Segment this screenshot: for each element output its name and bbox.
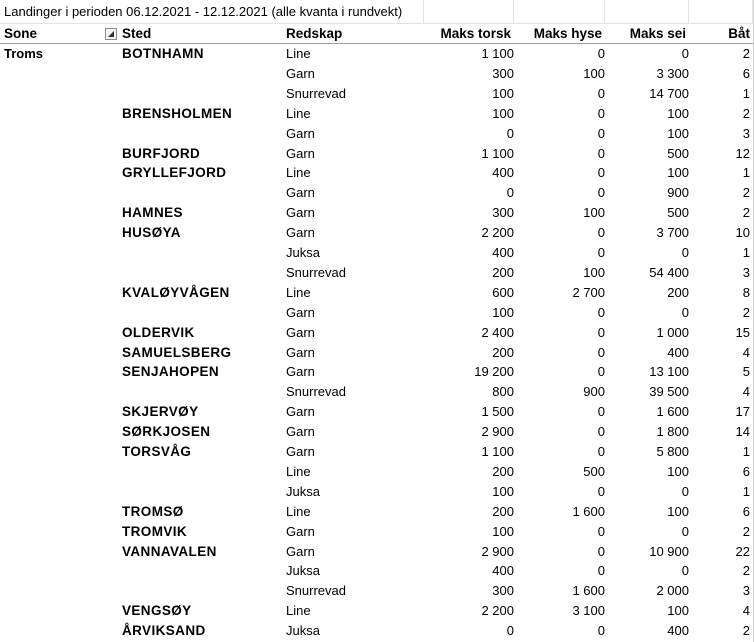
cell-bat[interactable]: 12 [735, 145, 750, 161]
table-row [0, 362, 754, 382]
cell-maks-torsk[interactable]: 100 [492, 304, 514, 320]
cell-maks-sei[interactable]: 3 700 [656, 225, 689, 241]
cell-maks-torsk[interactable]: 200 [492, 264, 514, 280]
cell-maks-hyse[interactable]: 100 [583, 65, 605, 81]
cell-bat[interactable]: 2 [742, 185, 750, 201]
cell-bat[interactable]: 1 [742, 245, 750, 260]
cell-maks-torsk[interactable]: 400 [492, 245, 514, 260]
table-row [0, 522, 754, 542]
cell-maks-sei[interactable]: 3 300 [656, 65, 689, 81]
table-row [0, 124, 754, 144]
table-row [0, 542, 754, 562]
cell-maks-hyse[interactable]: 0 [597, 364, 605, 380]
cell-bat[interactable]: 6 [742, 65, 750, 81]
cell-redskap[interactable]: Garn [286, 304, 315, 320]
filter-icon[interactable]: ◢ [105, 28, 117, 40]
table-row [0, 422, 754, 442]
cell-sted[interactable]: HUSØYA [122, 225, 181, 241]
table-row [0, 621, 754, 641]
cell-maks-torsk[interactable]: 300 [492, 583, 514, 599]
cell-sted[interactable]: TROMVIK [122, 523, 188, 539]
cell-redskap[interactable]: Garn [286, 185, 315, 201]
table-row [0, 44, 754, 64]
cell-maks-torsk[interactable]: 300 [492, 65, 514, 81]
cell-redskap[interactable]: Garn [286, 424, 315, 440]
empty-cell [689, 0, 753, 24]
cell-bat[interactable]: 6 [742, 463, 750, 479]
cell-maks-hyse[interactable]: 1 600 [572, 583, 605, 599]
cell-maks-hyse[interactable]: 0 [597, 145, 605, 161]
cell-redskap[interactable]: Snurrevad [286, 583, 346, 599]
cell-maks-torsk[interactable]: 0 [506, 125, 514, 141]
cell-sted[interactable]: VANNAVALEN [122, 543, 217, 559]
table-row [0, 482, 754, 502]
empty-cell [514, 0, 605, 24]
cell-maks-sei[interactable]: 14 700 [649, 85, 689, 101]
cell-sted[interactable]: SØRKJOSEN [122, 424, 211, 440]
cell-sted[interactable]: HAMNES [122, 205, 183, 221]
cell-redskap[interactable]: Juksa [286, 623, 320, 639]
table-row [0, 84, 754, 104]
cell-sted[interactable]: KVALØYVÅGEN [122, 284, 230, 300]
cell-maks-torsk[interactable]: 1 100 [481, 444, 514, 459]
cell-maks-hyse[interactable]: 0 [597, 46, 605, 61]
cell-maks-torsk[interactable]: 400 [492, 165, 514, 181]
cell-maks-sei[interactable]: 13 100 [649, 364, 689, 380]
table-row [0, 502, 754, 522]
cell-maks-torsk[interactable]: 2 400 [481, 324, 514, 340]
cell-maks-hyse[interactable]: 0 [597, 483, 605, 499]
cell-maks-torsk[interactable]: 2 900 [481, 543, 514, 559]
cell-redskap[interactable]: Garn [286, 65, 315, 81]
cell-maks-sei[interactable]: 0 [681, 483, 689, 499]
cell-bat[interactable]: 6 [742, 503, 750, 519]
cell-redskap[interactable]: Snurrevad [286, 264, 346, 280]
cell-redskap[interactable]: Garn [286, 404, 315, 420]
table-row [0, 283, 754, 303]
table-row [0, 223, 754, 243]
cell-bat[interactable]: 1 [742, 444, 750, 459]
cell-redskap[interactable]: Garn [286, 344, 315, 360]
empty-cell [424, 0, 514, 24]
table-row [0, 303, 754, 323]
cell-sted[interactable]: BURFJORD [122, 145, 201, 161]
cell-maks-hyse[interactable]: 100 [583, 264, 605, 280]
cell-maks-sei[interactable]: 500 [667, 145, 689, 161]
cell-sted[interactable]: SENJAHOPEN [122, 364, 220, 380]
report-title: Landinger i perioden 06.12.2021 - 12.12.2021 (alle kvanta i rundvekt) [0, 0, 424, 24]
cell-redskap[interactable]: Line [286, 46, 311, 61]
cell-maks-sei[interactable]: 39 500 [649, 384, 689, 400]
cell-maks-sei[interactable]: 0 [681, 245, 689, 260]
cell-maks-hyse[interactable]: 0 [597, 543, 605, 559]
cell-sted[interactable]: GRYLLEFJORD [122, 165, 227, 181]
cell-maks-sei[interactable]: 100 [667, 603, 689, 619]
cell-maks-torsk[interactable]: 1 100 [481, 145, 514, 161]
table-row [0, 183, 754, 203]
table-row [0, 382, 754, 402]
cell-sted[interactable]: TROMSØ [122, 503, 184, 519]
cell-maks-torsk[interactable]: 200 [492, 463, 514, 479]
cell-redskap[interactable]: Garn [286, 225, 315, 241]
cell-redskap[interactable]: Garn [286, 523, 315, 539]
cell-maks-hyse[interactable]: 100 [583, 205, 605, 221]
cell-redskap[interactable]: Snurrevad [286, 85, 346, 101]
cell-maks-torsk[interactable]: 100 [492, 523, 514, 539]
cell-maks-torsk[interactable]: 200 [492, 344, 514, 360]
cell-bat[interactable]: 2 [742, 523, 750, 539]
table-row [0, 243, 754, 263]
header-maks-hyse[interactable]: Maks hyse [514, 24, 605, 44]
cell-maks-torsk[interactable]: 1 500 [481, 404, 514, 420]
cell-redskap[interactable]: Line [286, 603, 311, 619]
cell-maks-hyse[interactable]: 0 [597, 523, 605, 539]
cell-redskap[interactable]: Juksa [286, 245, 320, 260]
table-row [0, 442, 754, 462]
cell-maks-sei[interactable]: 100 [667, 105, 689, 121]
cell-maks-torsk[interactable]: 19 200 [474, 364, 514, 380]
cell-maks-hyse[interactable]: 2 700 [572, 284, 605, 300]
cell-maks-sei[interactable]: 0 [681, 46, 689, 61]
cell-maks-sei[interactable]: 100 [667, 503, 689, 519]
cell-bat[interactable]: 1 [742, 165, 750, 181]
cell-sted[interactable]: OLDERVIK [122, 324, 195, 340]
cell-sted[interactable]: TORSVÅG [122, 444, 192, 459]
cell-maks-hyse[interactable]: 1 600 [572, 503, 605, 519]
header-sted[interactable]: Sted [118, 24, 282, 44]
cell-redskap[interactable]: Garn [286, 543, 315, 559]
cell-maks-torsk[interactable]: 600 [492, 284, 514, 300]
cell-bat[interactable]: 1 [742, 483, 750, 499]
table-row [0, 561, 754, 581]
cell-bat[interactable]: 17 [735, 404, 750, 420]
cell-bat[interactable]: 5 [742, 364, 750, 380]
cell-bat[interactable]: 4 [742, 384, 750, 400]
cell-maks-torsk[interactable]: 100 [492, 105, 514, 121]
cell-maks-sei[interactable]: 100 [667, 125, 689, 141]
cell-maks-sei[interactable]: 900 [667, 185, 689, 201]
cell-maks-sei[interactable]: 0 [681, 304, 689, 320]
cell-maks-sei[interactable]: 2 000 [656, 583, 689, 599]
cell-bat[interactable]: 3 [742, 125, 750, 141]
cell-maks-torsk[interactable]: 1 100 [481, 46, 514, 61]
cell-maks-hyse[interactable]: 0 [597, 304, 605, 320]
cell-bat[interactable]: 2 [742, 304, 750, 320]
cell-maks-hyse[interactable]: 0 [597, 125, 605, 141]
cell-maks-sei[interactable]: 500 [667, 205, 689, 221]
cell-bat[interactable]: 2 [742, 563, 750, 579]
cell-maks-sei[interactable]: 10 900 [649, 543, 689, 559]
empty-cell [605, 0, 689, 24]
cell-maks-sei[interactable]: 100 [667, 165, 689, 181]
cell-redskap[interactable]: Snurrevad [286, 384, 346, 400]
cell-redskap[interactable]: Juksa [286, 563, 320, 579]
cell-maks-sei[interactable]: 200 [667, 284, 689, 300]
cell-bat[interactable]: 2 [742, 105, 750, 121]
cell-bat[interactable]: 2 [742, 623, 750, 639]
cell-redskap[interactable]: Garn [286, 125, 315, 141]
cell-maks-torsk[interactable]: 2 900 [481, 424, 514, 440]
cell-maks-hyse[interactable]: 0 [597, 85, 605, 101]
header-maks-sei[interactable]: Maks sei [605, 24, 689, 44]
cell-maks-hyse[interactable]: 0 [597, 165, 605, 181]
cell-maks-torsk[interactable]: 0 [506, 623, 514, 639]
cell-bat[interactable]: 3 [742, 264, 750, 280]
cell-redskap[interactable]: Line [286, 503, 311, 519]
cell-sted[interactable]: SAMUELSBERG [122, 344, 232, 360]
cell-redskap[interactable]: Garn [286, 205, 315, 221]
cell-maks-hyse[interactable]: 0 [597, 444, 605, 459]
cell-maks-hyse[interactable]: 0 [597, 105, 605, 121]
cell-redskap[interactable]: Line [286, 284, 311, 300]
cell-maks-torsk[interactable]: 400 [492, 563, 514, 579]
cell-sted[interactable]: SKJERVØY [122, 404, 199, 420]
cell-bat[interactable]: 15 [735, 324, 750, 340]
cell-maks-sei[interactable]: 5 800 [656, 444, 689, 459]
cell-maks-sei[interactable]: 0 [681, 523, 689, 539]
table-row [0, 402, 754, 422]
cell-sone[interactable]: Troms [4, 46, 44, 61]
cell-maks-torsk[interactable]: 2 200 [481, 603, 514, 619]
cell-redskap[interactable]: Line [286, 463, 311, 479]
cell-maks-torsk[interactable]: 0 [506, 185, 514, 201]
cell-bat[interactable]: 10 [735, 225, 750, 241]
cell-bat[interactable]: 4 [742, 603, 750, 619]
table-row [0, 104, 754, 124]
cell-maks-torsk[interactable]: 800 [492, 384, 514, 400]
cell-maks-hyse[interactable]: 0 [597, 563, 605, 579]
cell-redskap[interactable]: Garn [286, 145, 315, 161]
table-row [0, 64, 754, 84]
cell-maks-hyse[interactable]: 0 [597, 245, 605, 260]
table-row [0, 343, 754, 363]
cell-maks-hyse[interactable]: 0 [597, 225, 605, 241]
cell-maks-sei[interactable]: 0 [681, 563, 689, 579]
cell-maks-sei[interactable]: 54 400 [649, 264, 689, 280]
cell-maks-torsk[interactable]: 100 [492, 483, 514, 499]
cell-bat[interactable]: 8 [742, 284, 750, 300]
table-row [0, 203, 754, 223]
cell-redskap[interactable]: Line [286, 165, 311, 181]
cell-maks-torsk[interactable]: 100 [492, 85, 514, 101]
cell-sted[interactable]: BOTNHAMN [122, 46, 204, 61]
cell-maks-sei[interactable]: 400 [667, 344, 689, 360]
cell-redskap[interactable]: Line [286, 105, 311, 121]
cell-maks-sei[interactable]: 400 [667, 623, 689, 639]
cell-maks-hyse[interactable]: 0 [597, 185, 605, 201]
header-maks-torsk[interactable]: Maks torsk [424, 24, 514, 44]
cell-maks-sei[interactable]: 100 [667, 463, 689, 479]
cell-bat[interactable]: 3 [742, 583, 750, 599]
header-bat[interactable]: Båt [689, 24, 753, 44]
cell-sted[interactable]: BRENSHOLMEN [122, 105, 233, 121]
cell-sted[interactable]: ÅRVIKSAND [122, 623, 206, 639]
cell-redskap[interactable]: Garn [286, 444, 315, 459]
table-row [0, 601, 754, 621]
cell-maks-sei[interactable]: 1 800 [656, 424, 689, 440]
cell-maks-sei[interactable]: 1 000 [656, 324, 689, 340]
cell-maks-hyse[interactable]: 0 [597, 324, 605, 340]
cell-maks-hyse[interactable]: 500 [583, 463, 605, 479]
table-row [0, 462, 754, 482]
table-row [0, 581, 754, 601]
header-redskap[interactable]: Redskap [282, 24, 424, 44]
header-sone[interactable]: Sone [0, 24, 118, 44]
cell-maks-hyse[interactable]: 900 [583, 384, 605, 400]
cell-maks-hyse[interactable]: 0 [597, 344, 605, 360]
cell-redskap[interactable]: Juksa [286, 483, 320, 499]
table-row [0, 263, 754, 283]
cell-redskap[interactable]: Garn [286, 364, 315, 380]
cell-bat[interactable]: 4 [742, 344, 750, 360]
cell-maks-torsk[interactable]: 2 200 [481, 225, 514, 241]
cell-bat[interactable]: 1 [742, 85, 750, 101]
cell-maks-torsk[interactable]: 300 [492, 205, 514, 221]
cell-sted[interactable]: VENGSØY [122, 603, 192, 619]
cell-redskap[interactable]: Garn [286, 324, 315, 340]
cell-maks-hyse[interactable]: 3 100 [572, 603, 605, 619]
cell-maks-sei[interactable]: 1 600 [656, 404, 689, 420]
cell-bat[interactable]: 14 [735, 424, 750, 440]
cell-bat[interactable]: 2 [742, 205, 750, 221]
cell-maks-torsk[interactable]: 200 [492, 503, 514, 519]
cell-maks-hyse[interactable]: 0 [597, 623, 605, 639]
cell-bat[interactable]: 22 [735, 543, 750, 559]
table-row [0, 163, 754, 183]
table-row [0, 144, 754, 164]
cell-maks-hyse[interactable]: 0 [597, 404, 605, 420]
table-row [0, 323, 754, 343]
cell-maks-hyse[interactable]: 0 [597, 424, 605, 440]
cell-bat[interactable]: 2 [742, 46, 750, 61]
